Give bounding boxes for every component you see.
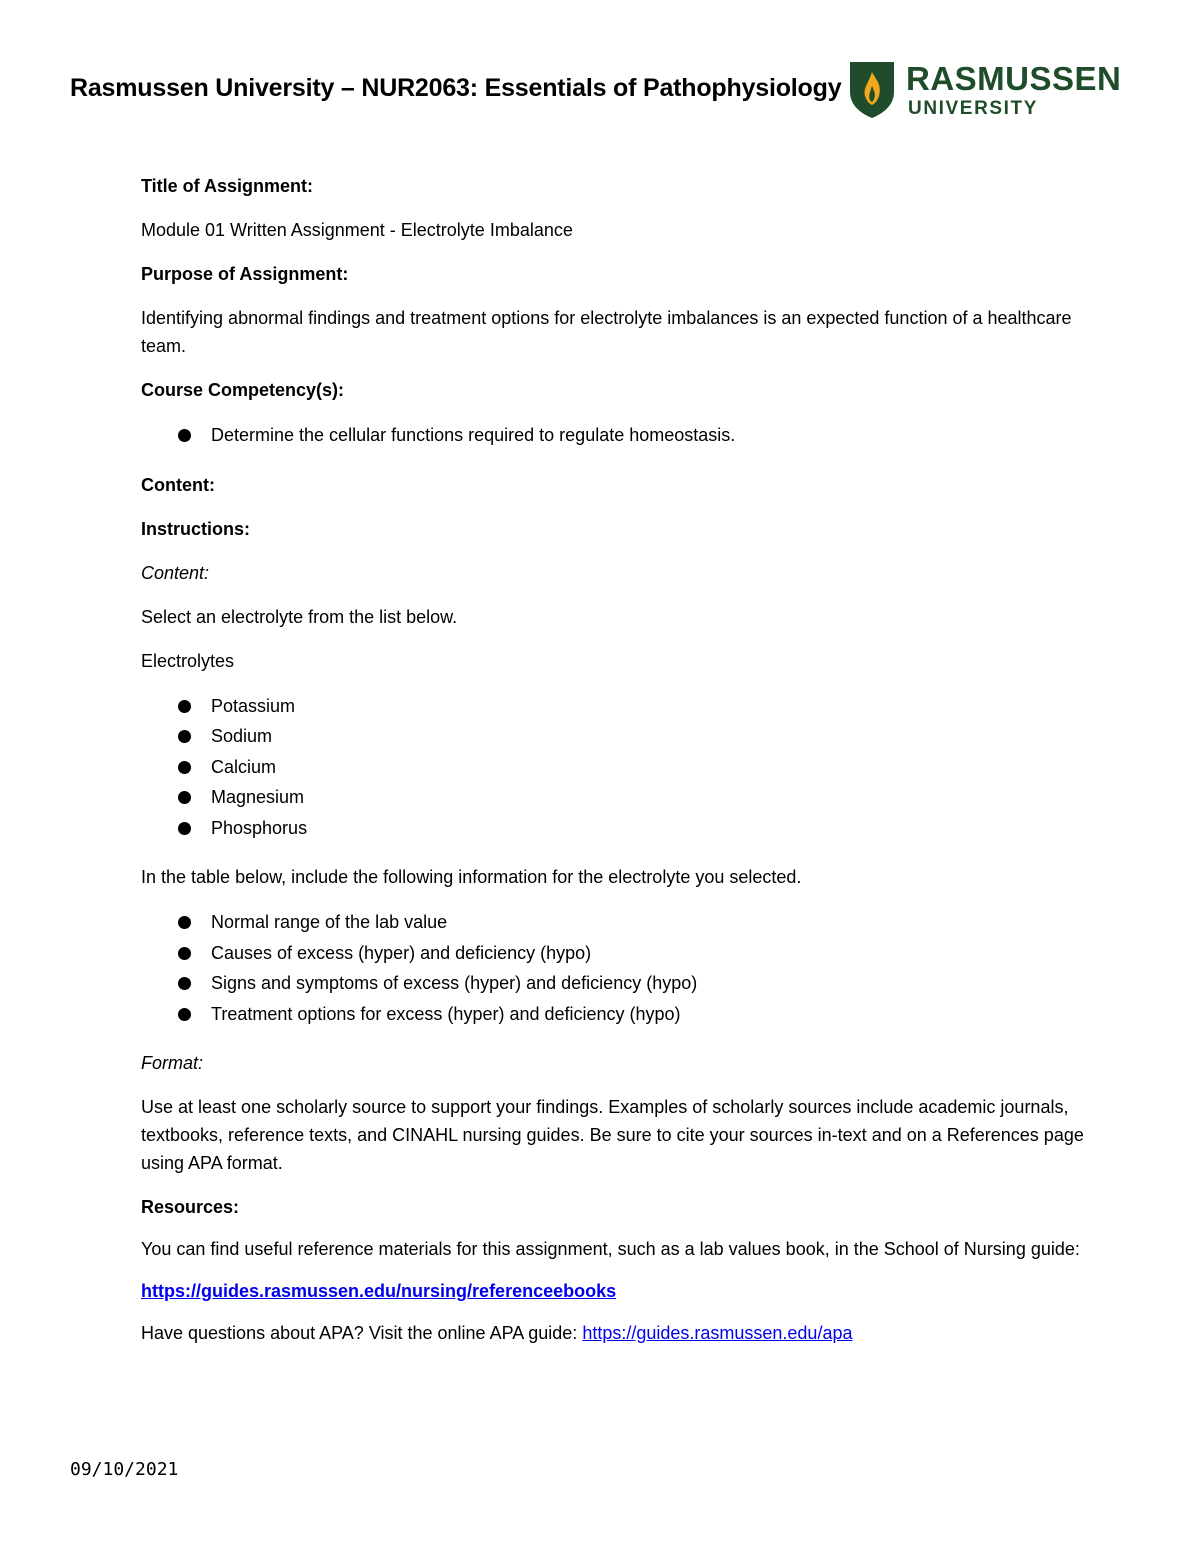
purpose-text: Identifying abnormal findings and treatment options for electrolyte imbalances is an expected function of a healthcare team. [141, 308, 1072, 356]
shield-flame-icon [846, 58, 898, 120]
purpose-heading: Purpose of Assignment: [141, 264, 349, 284]
list-item: Normal range of the lab value [141, 907, 1101, 938]
instructions-heading: Instructions: [141, 518, 251, 539]
bullet-icon [178, 429, 191, 442]
bullet-icon [178, 977, 191, 990]
resources-heading: Resources: [141, 1197, 240, 1217]
format-heading: Format: [141, 1053, 204, 1073]
list-item: Treatment options for excess (hyper) and deficiency (hypo) [141, 999, 1101, 1030]
list-item: Phosphorus [141, 813, 1101, 844]
bullet-icon [178, 916, 191, 929]
list-item: Potassium [141, 691, 1101, 722]
list-item: Determine the cellular functions required to regulate homeostasis. [141, 420, 1101, 451]
bullet-icon [178, 761, 191, 774]
competency-list [141, 420, 1101, 451]
list-item: Signs and symptoms of excess (hyper) and deficiency (hypo) [141, 968, 1101, 999]
bullet-icon [178, 791, 191, 804]
select-text: Select an electrolyte from the list below. [141, 606, 458, 627]
list-item: Calcium [141, 752, 1101, 783]
bullet-icon [178, 1008, 191, 1021]
bullet-icon [178, 700, 191, 713]
bullet-icon [178, 730, 191, 743]
format-text: Use at least one scholarly source to support your findings. Examples of scholarly sources include academic journals, textbooks, reference texts, and CINAHL nursing guides. Be sure to cite your sources in-text and on a References page using APA format. [141, 1097, 1084, 1173]
content-subheading: Content: [141, 562, 210, 583]
content-heading: Content: [141, 474, 215, 495]
list-item: Sodium [141, 721, 1101, 752]
page-title: Rasmussen University – NUR2063: Essentials of Pathophysiology [70, 74, 842, 102]
resources-text: You can find useful reference materials for this assignment, such as a lab values book, in the School of Nursing guide: [141, 1239, 1080, 1259]
table-items-list [141, 907, 1101, 1029]
table-intro: In the table below, include the following information for the electrolyte you selected. [141, 867, 802, 887]
bullet-icon [178, 947, 191, 960]
apa-guide-link[interactable]: https://guides.rasmussen.edu/apa [582, 1323, 853, 1343]
competency-heading: Course Competency(s): [141, 380, 345, 400]
assignment-body [141, 172, 1101, 1347]
logo-wordmark: RASMUSSEN [906, 60, 1122, 97]
title-value: Module 01 Written Assignment - Electrolyte Imbalance [141, 220, 573, 240]
electrolytes-label: Electrolytes [141, 650, 235, 671]
footer-date: 09/10/2021 [70, 1459, 179, 1480]
electrolyte-list [141, 691, 1101, 844]
bullet-icon [178, 822, 191, 835]
logo-subtitle: UNIVERSITY [908, 98, 1039, 119]
list-item: Magnesium [141, 782, 1101, 813]
title-heading: Title of Assignment: [141, 176, 314, 196]
list-item: Causes of excess (hyper) and deficiency (hypo) [141, 938, 1101, 969]
university-logo [846, 58, 1126, 124]
apa-text: Have questions about APA? Visit the online APA guide: [141, 1323, 583, 1343]
reference-ebooks-link[interactable]: https://guides.rasmussen.edu/nursing/referenceebooks [141, 1281, 617, 1301]
